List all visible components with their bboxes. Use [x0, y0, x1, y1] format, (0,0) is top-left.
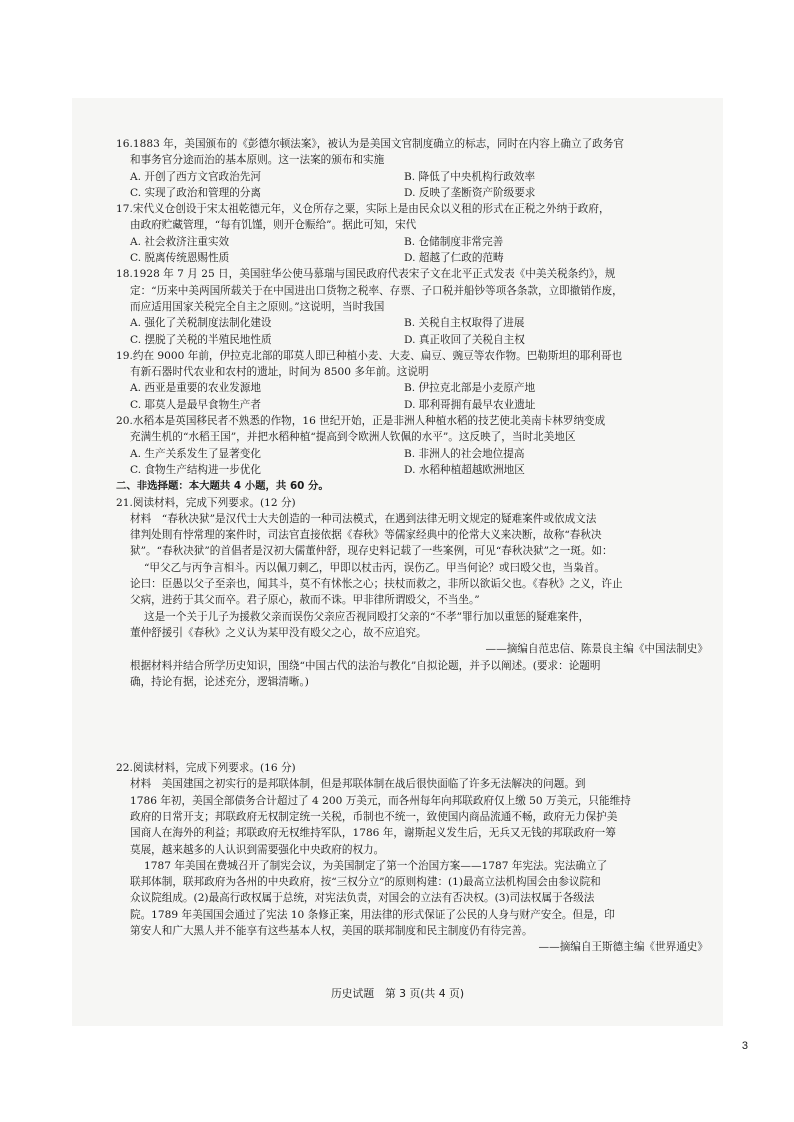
page-content	[116, 136, 708, 956]
q19-stem-line-2: 有新石器时代农业和农村的遗址，时间为 8500 多年前。这说明	[130, 366, 429, 379]
q16-stem-line-2: 和事务官分途而治的基本原则。这一法案的颁布和实施	[130, 154, 385, 167]
section-heading: 二、非选择题：本大题共 4 小题，共 60 分。	[116, 480, 329, 493]
q22-material-line-8: 众议院组成。(2)最高行政权属于总统，对宪法负责，对国会的立法有否决权。(3)司法权属于各级法	[130, 892, 595, 905]
q20-option-a: A. 生产关系发生了显著变化	[130, 447, 261, 460]
question-21	[116, 495, 708, 691]
q16-option-d: D. 反映了垄断资产阶级要求	[404, 186, 536, 199]
q21-material-line-4: “甲父乙与丙争言相斗。丙以佩刀刺乙，甲即以杖击丙，误伤乙。甲当何论？或曰殴父也，当枭首。	[144, 561, 605, 574]
q21-material-line-5: 论曰：臣愚以父子至亲也，闻其斗，莫不有怵怅之心；扶杖而救之，非所以欲诟父也。《春秋》之义，许止	[130, 578, 623, 591]
answer-space	[116, 690, 708, 760]
q21-material-line-1: 材料 “春秋决狱”是汉代士大夫创造的一种司法模式，在遇到法律无明文规定的疑难案件或依成文法	[130, 512, 597, 525]
q22-material-line-6: 1787 年美国在费城召开了制宪会议，为美国制定了第一个治国方案——1787 年宪法。宪法确立了	[144, 859, 608, 872]
q19-stem-line-1: 19.约在 9000 年前，伊拉克北部的耶莫人即已种植小麦、大麦、扁豆、豌豆等农作物。巴勒斯坦的耶利哥也	[116, 349, 623, 362]
q22-material-line-3: 政府的日常开支；邦联政府无权制定统一关税，币制也不统一，致使国内商品流通不畅，政府无力保护美	[130, 810, 618, 823]
q16-option-b: B. 降低了中央机构行政效率	[404, 170, 536, 183]
q20-option-c: C. 食物生产结构进一步优化	[130, 463, 261, 476]
q16-stem-line-1: 16.1883 年，美国颁布的《彭德尔顿法案》，被认为是美国文官制度确立的标志，同时在内容上确立了政务官	[116, 138, 624, 150]
question-18	[116, 266, 708, 347]
q18-option-b: B. 关税自主权取得了进展	[404, 317, 525, 330]
q22-material-line-5: 莫展，越来越多的人认识到需要强化中央政府的权力。	[130, 843, 385, 856]
q18-stem-line-1: 18.1928 年 7 月 25 日，美国驻华公使马慕瑞与国民政府代表宋子文在北平正式发表《中美关税条约》，规	[116, 268, 616, 281]
q22-material-line-7: 联邦体制，联邦政府为各州的中央政府，按“三权分立”的原则构建：(1)最高立法机构国会由参议院和	[130, 876, 601, 889]
q20-option-d: D. 水稻种植超越欧洲地区	[404, 463, 525, 476]
q17-option-b: B. 仓储制度非常完善	[404, 235, 504, 248]
q22-material-line-4: 国商人在海外的利益；邦联政府无权维持军队，1786 年，谢斯起义发生后，无兵又无钱的邦联政府一筹	[130, 827, 616, 840]
q18-option-c: C. 摆脱了关税的半殖民地性质	[130, 333, 272, 346]
q17-stem-line-2: 由政府贮藏管理，“每有饥馑，则开仓赈给”。据此可知，宋代	[130, 219, 417, 232]
page-footer: 历史试题 第 3 页(共 4 页)	[330, 987, 465, 1000]
question-16	[116, 136, 708, 201]
q22-material-line-1: 材料 美国建国之初实行的是邦联体制，但是邦联体制在战后很快面临了许多无法解决的问题。到	[130, 778, 586, 791]
q21-material-line-2: 律判处則有悖常理的案件时，司法官直接依据《春秋》等儒家经典中的伦常大义来决断，故称“春秋决	[130, 529, 602, 542]
q20-stem-line-1: 20.水稻本是英国移民者不熟悉的作物，16 世纪开始，正是非洲人种植水稻的技艺使北美南卡林罗纳变成	[116, 415, 606, 428]
q16-option-a: A. 开创了西方文官政治先河	[130, 170, 261, 183]
q22-material-line-9: 院。1789 年美国国会通过了宪法 10 条修正案，用法律的形式保证了公民的人身与财产安全。但是，印	[130, 908, 615, 921]
q18-stem-line-2: 定：“历来中美两国所载关于在中国进出口货物之税率、存票、子口税并船钞等项各条款，立即撤销作废，	[130, 284, 623, 297]
question-19	[116, 348, 708, 413]
q21-task-line-2: 确，持论有据，论述充分，逻辑清晰。)	[130, 675, 309, 688]
q18-option-d: D. 真正收回了关税自主权	[404, 333, 525, 346]
page-number: 3	[741, 1040, 748, 1052]
q22-source: ——摘编自王斯德主编《世界通史》	[538, 941, 708, 954]
q22-heading: 22.阅读材料，完成下列要求。(16 分)	[116, 762, 296, 775]
q19-option-a: A. 西亚是重要的农业发源地	[130, 382, 261, 395]
q22-material-line-2: 1786 年初，美国全部债务合计超过了 4 200 万美元，而各州每年向邦联政府仅上缴 50 万美元，只能维持	[130, 794, 631, 807]
q20-option-b: B. 非洲人的社会地位提高	[404, 447, 525, 460]
q21-task-line-1: 根据材料并结合所学历史知识，围绕“中国古代的法治与教化”自拟论题，并予以阐述。(要求：论题明	[130, 659, 601, 672]
q22-material-line-10: 第安人和广大黑人并不能享有这些基本人权，美国的联邦制度和民主制度仍有待完善。	[130, 925, 533, 938]
q19-option-c: C. 耶莫人是最早食物生产者	[130, 398, 261, 411]
q21-heading: 21.阅读材料，完成下列要求。(12 分)	[116, 496, 296, 509]
q20-stem-line-2: 充满生机的“水稻王国”，并把水稻种植“提高到令欧洲人钦佩的水平”。这反映了，当时北美地区	[130, 431, 576, 444]
q19-option-b: B. 伊拉克北部是小麦原产地	[404, 382, 536, 395]
q21-material-line-7: 这是一个关于儿子为援救父亲而误伤父亲应否视同殴打父亲的“不孝”罪行加以重惩的疑难案件，	[144, 610, 590, 623]
q18-stem-line-3: 而应适用国家关税完全自主之原则。”这说明，当时我国	[130, 300, 385, 313]
q21-source: ——摘编自范忠信、陈景良主编《中国法制史》	[485, 643, 708, 656]
question-20	[116, 413, 708, 478]
q21-material-line-8: 董仲舒援引《春秋》之义认为某甲没有殴父之心，故不应追究。	[130, 626, 427, 639]
q17-option-d: D. 超越了仁政的范畴	[404, 252, 504, 265]
q17-option-c: C. 脱离传统恩赐性质	[130, 252, 230, 265]
q17-option-a: A. 社会救济注重实效	[130, 235, 230, 248]
q16-option-c: C. 实现了政治和管理的分离	[130, 186, 261, 199]
exam-page	[72, 98, 723, 1026]
q21-material-line-6: 父病，进药于其父而卒。君子原心，赦而不诛。甲非律所谓殴父，不当坐。”	[130, 594, 480, 607]
q17-stem-line-1: 17.宋代义仓创设于宋太祖乾德元年，义仓所存之粟，实际上是由民众以义租的形式在正税之外纳于政府，	[116, 203, 610, 216]
q21-material-line-3: 狱”。“春秋决狱”的首倡者是汉初大儒董仲舒，现存史料记载了一些案例，可见“春秋决狱”之一斑。如：	[130, 545, 613, 558]
question-22	[116, 760, 708, 956]
q19-option-d: D. 耶利哥拥有最早农业遗址	[404, 398, 536, 411]
question-17	[116, 201, 708, 266]
q18-option-a: A. 强化了关税制度法制化建设	[130, 317, 272, 330]
